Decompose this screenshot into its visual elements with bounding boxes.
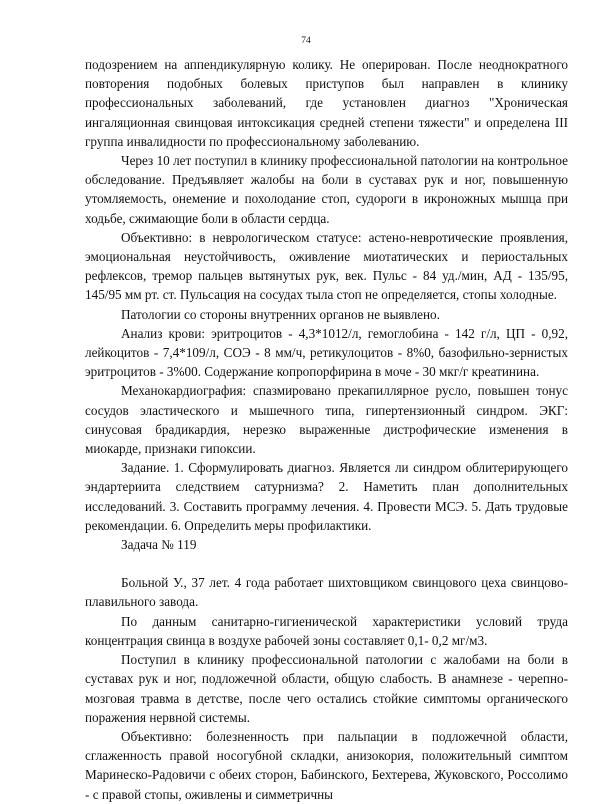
paragraph-hygiene-data: По данным санитарно-гигиенической характеристики условий труда концентрация свинца в воздухе рабочей зоны составляет 0,1- 0,2 мг/м3.: [85, 613, 568, 648]
paragraph-internal-organs: Патологии со стороны внутренних органов не выявлено.: [121, 306, 440, 322]
paragraph-admission: Через 10 лет поступил в клинику профессиональной патологии на контрольное обследование. Предъявляет жалобы на боли в суставах рук и ног, повышенную утомляемость, онемение и похолодание стоп, судороги в икроножных мышца при ходьбе, сжимающие боли в области сердца.: [85, 153, 568, 226]
paragraph-objective-findings: Объективно: болезненность при пальпации в подложечной области, сглаженность правой носогубной складки, анизокория, положительный симптом Маринеско-Радовичи с обеих сторон, Бабинского, Бехтерева, Жуковского, Россолимо - с правой стопы, оживлены и симметричны: [85, 728, 568, 802]
page-number: 74: [301, 36, 311, 46]
paragraph-task: Задание. 1. Сформулировать диагноз. Является ли синдром облитерирующего эндартериита следствием сатурнизма? 2. Наметить план дополнительных исследований. 3. Составить программу лечения. 4. Провести МСЭ. 5. Дать трудовые рекомендации. 6. Определить меры профилактики.: [85, 460, 568, 533]
document-body: [85, 55, 568, 804]
paragraph-mechanocardiography: Механокардиография: спазмировано прекапиллярное русло, повышен тонус сосудов эластического и мышечного типа, гипертензионный синдром. ЭКГ: синусовая брадикардия, нерезко выраженные дистрофические изменения в миокарде, признаки гипоксии.: [85, 383, 568, 457]
paragraph-complaints: Поступил в клинику профессиональной патологии с жалобами на боли в суставах рук и ног, подложечной области, общую слабость. В анамнезе - черепно-мозговая травма в детстве, после чего остались стойкие симптомы органического поражения нервной системы.: [85, 652, 568, 725]
paragraph-patient-intro: Больной У., 37 лет. 4 года работает шихтовщиком свинцового цеха свинцово-плавильного завода.: [85, 575, 568, 610]
task-heading: Задача № 119: [121, 537, 197, 553]
paragraph-blood-test: Анализ крови: эритроцитов - 4,3*1012/л, гемоглобина - 142 г/л, ЦП - 0,92, лейкоцитов - 7,4*109/л, СОЭ - 8 мм/ч, ретикулоцитов - 8%0, базофильно-зернистых эритроцитов - 3%00. Содержание копропорфирина в моче - 30 мкг/г креатинина.: [85, 325, 568, 380]
paragraph-case-history: подозрением на аппендикулярную колику. Не оперирован. После неоднократного повторения подобных болевых приступов был направлен в клинику профессиональных заболеваний, где установлен диагноз "Хроническая ингаляционная свинцовая интоксикация средней степени тяжести" и определена III группа инвалидности по профессиональному заболеванию.: [85, 57, 568, 149]
blank-line: [85, 554, 568, 573]
paragraph-objective-status: Объективно: в неврологическом статусе: астено-невротические проявления, эмоциональная неустойчивость, оживление миотатических и периостальных рефлексов, тремор пальцев вытянутых рук, век. Пульс - 84 уд./мин, АД - 135/95, 145/95 мм рт. ст. Пульсация на сосудах тыла стоп не определяется, стопы холодные.: [85, 229, 568, 303]
